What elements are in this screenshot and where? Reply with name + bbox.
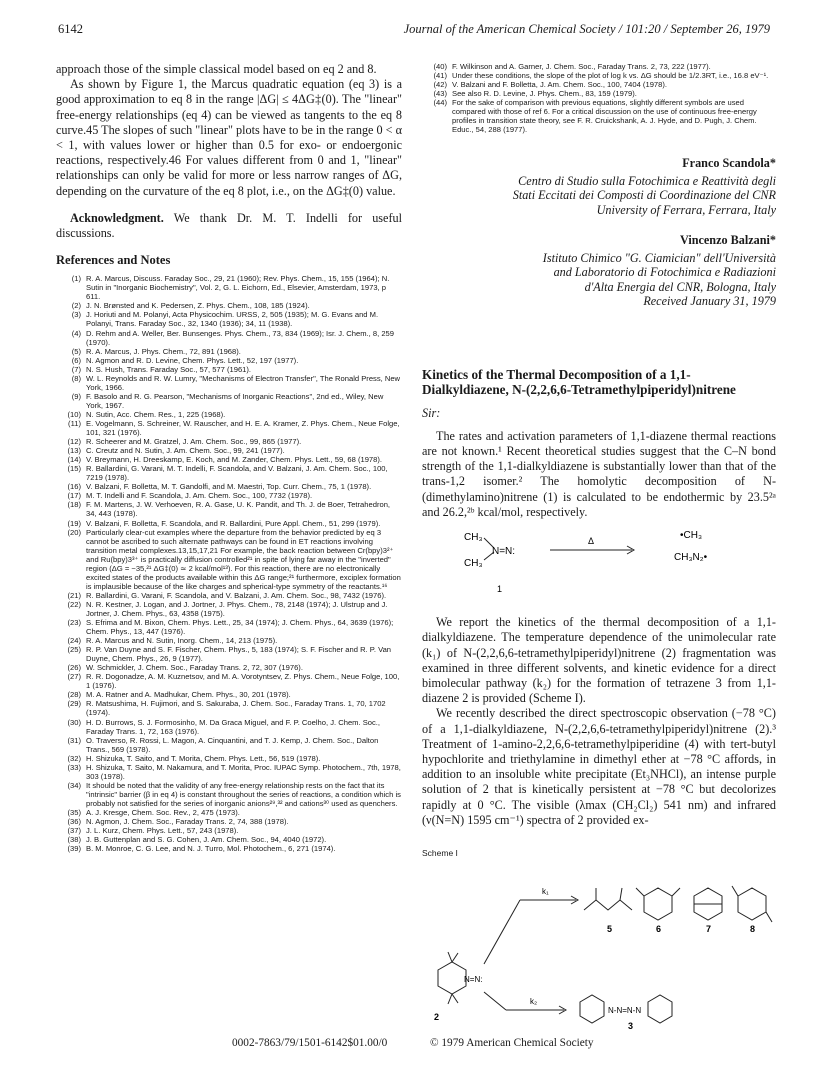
reference-text: M. A. Ratner and A. Madhukar, Chem. Phys., 30, 201 (1978). <box>86 690 291 700</box>
reference-number: (10) <box>67 409 81 419</box>
methyl-bond <box>732 886 738 896</box>
reference-text: R. A. Marcus and N. Sutin, Inorg. Chem., 14, 213 (1975). <box>86 636 278 646</box>
reference-number: (11) <box>68 418 81 428</box>
reference-number: (35) <box>67 808 81 817</box>
reference-item <box>56 374 402 392</box>
reference-text: S. Efrima and M. Bixon, Chem. Phys. Lett., 25, 34 (1974); J. Chem. Phys., 64, 3639 (1976); Chem. Phys., 13, 447 (1976). <box>86 618 394 637</box>
reaction-arrow <box>484 992 506 1010</box>
author-affiliation: d'Alta Energia del CNR, Bologna, Italy <box>584 279 776 294</box>
reference-item <box>56 591 402 600</box>
rate-constant-label: k₁ <box>542 886 549 896</box>
reference-item <box>56 835 402 844</box>
reference-list <box>56 274 402 853</box>
reference-number: (44) <box>433 98 447 108</box>
reference-number: (41) <box>433 71 447 81</box>
reference-number: (43) <box>433 89 447 99</box>
paragraph: approach those of the simple classical model based on eq 2 and 8. <box>56 62 377 76</box>
reference-number: (20) <box>67 527 81 537</box>
reference-text: V. Breymann, H. Dreeskamp, E. Koch, and M. Zander, Chem. Phys. Lett., 59, 68 (1978). <box>86 455 383 465</box>
reference-text: J. N. Brønsted and K. Pedersen, Z. Phys. Chem., 108, 185 (1924). <box>86 301 310 311</box>
reference-text: O. Traverso, R. Rossi, L. Magon, A. Cinquantini, and T. J. Kemp, J. Chem. Soc., Dalton Trans., 569 (1978). <box>86 735 379 754</box>
methyl-bond <box>448 994 452 1004</box>
piperidine-ring <box>438 962 466 994</box>
reference-item <box>56 718 402 736</box>
compound-number: 6 <box>656 923 662 934</box>
author-signature-2 <box>422 233 776 309</box>
author-affiliation: and Laboratorio di Fotochimica e Radiazioni <box>553 265 776 280</box>
reference-item <box>56 645 402 663</box>
reference-item <box>56 781 402 808</box>
reference-item <box>56 618 402 636</box>
piperidine-ring <box>648 995 672 1023</box>
acknowledgment-label: Acknowledgment. <box>70 210 164 225</box>
reference-item <box>56 754 402 763</box>
reference-number: (1) <box>71 274 81 284</box>
author-affiliation: Centro di Studio sulla Fotochimica e Reattività degli <box>518 173 776 188</box>
reference-item <box>56 274 402 301</box>
reference-item <box>56 310 402 328</box>
reference-item <box>56 528 402 591</box>
reference-item <box>56 690 402 699</box>
reference-item <box>56 446 402 455</box>
reference-text: It should be noted that the validity of any free-energy relationship rests on the fact that its "intrinsic" barrier (β in eq 4) is constant throughout the series of reactions, a condition which is probably not satisfied for the series of inorganic anions²⁹,³² and cations³⁰ used as quenchers. <box>86 780 401 808</box>
methyl-bond <box>452 953 458 962</box>
reference-item <box>56 636 402 645</box>
reference-text: R. P. Van Duyne and S. F. Fischer, Chem. Phys., 5, 183 (1974); S. F. Fischer and R. P. Van Duyne, Chem. Phys., 26, 9 (1977). <box>86 645 392 664</box>
reference-text: V. Balzani, F. Bolletta, M. T. Gandolfi, and M. Maestri, Top. Curr. Chem., 75, 1 (1978). <box>86 482 372 492</box>
reference-text: See also R. D. Levine, J. Phys. Chem., 83, 159 (1979). <box>452 89 637 99</box>
methyl-bond <box>672 888 680 896</box>
reference-number: (36) <box>67 817 81 827</box>
author-affiliation: Istituto Chimico "G. Ciamician" dell'Università <box>542 250 776 265</box>
reference-item <box>56 365 402 374</box>
reference-text: V. Balzani and F. Bolletta, J. Am. Chem. Soc., 100, 7404 (1978). <box>452 80 667 90</box>
reference-number: (15) <box>67 464 81 474</box>
left-column <box>56 62 402 853</box>
reference-number: (24) <box>67 636 81 646</box>
compound-number: 8 <box>750 923 756 934</box>
reference-number: (37) <box>67 826 81 836</box>
cyclohexane-ring <box>644 888 672 920</box>
reference-item <box>56 419 402 437</box>
reference-number: (21) <box>67 590 81 600</box>
reference-number: (25) <box>67 645 81 655</box>
heat-symbol: Δ <box>588 536 595 547</box>
reference-number: (16) <box>67 482 81 492</box>
reference-text: F. Wilkinson and A. Garner, J. Chem. Soc., Faraday Trans. 2, 73, 222 (1977). <box>452 62 711 71</box>
methyl-bond <box>766 912 772 922</box>
reference-text: N. Sutin, Acc. Chem. Res., 1, 225 (1968). <box>86 409 226 419</box>
reference-item <box>56 672 402 690</box>
reference-text: F. Basolo and R. G. Pearson, "Mechanisms of Inorganic Reactions", 2nd ed., Wiley, New York, 1967. <box>86 391 384 410</box>
reference-text: J. B. Guttenplan and S. G. Cohen, J. Am. Chem. Soc., 94, 4040 (1972). <box>86 835 327 845</box>
reference-item <box>56 736 402 754</box>
reference-text: Under these conditions, the slope of the plot of log k vs. ΔG should be 1/2.3RT, i.e., 16.8 eV⁻¹. <box>452 71 769 81</box>
reference-number: (29) <box>67 699 81 709</box>
product-label: CH₃N₂• <box>674 552 708 564</box>
reference-item <box>56 500 402 518</box>
equation-1-diagram <box>422 520 776 604</box>
author-affiliation: Stati Eccitati dei Composti di Coordinazione del CNR <box>512 188 776 203</box>
reference-item <box>422 71 776 80</box>
reference-number: (23) <box>67 618 81 628</box>
reference-number: (18) <box>67 500 81 510</box>
reference-text: C. Creutz and N. Sutin, J. Am. Chem. Soc., 99, 241 (1977). <box>86 446 285 456</box>
reference-item <box>56 437 402 446</box>
reference-number: (13) <box>67 446 81 456</box>
reference-item <box>56 663 402 672</box>
reference-item <box>422 89 776 98</box>
reference-text: N. S. Hush, Trans. Faraday Soc., 57, 577 (1961). <box>86 364 252 374</box>
reference-item <box>56 519 402 528</box>
reference-text: R. A. Marcus, J. Phys. Chem., 72, 891 (1968). <box>86 346 241 356</box>
methyl-bond <box>448 952 452 962</box>
author-affiliation: University of Ferrara, Ferrara, Italy <box>596 202 776 217</box>
reference-item <box>56 817 402 826</box>
article-title: Kinetics of the Thermal Decomposition of a 1,1-Dialkyldiazene, N-(2,2,6,6-Tetramethylpiperidyl)nitrene <box>422 366 736 398</box>
paragraph: As shown by Figure 1, the Marcus quadratic equation (eq 3) is a good approximation to eq 8 in the range |ΔG| ≤ 4ΔG‡(0). The "linear" free-energy relationships (eq 4) can be viewed as tangents to the eq 8 curve.45 The slopes of such "linear" plots have to be in the range 0 < α < 1, with values lower or higher than 0.5 for exo- or endoergonic reactions, respectively.46 For values different from 0 and 1, "linear" relationships can only be valid for more or less narrow ranges of ΔG, depending on the curvature of the eq 8 plot, i.e., on the ΔG‡(0) value. <box>56 77 402 198</box>
reference-number: (3) <box>71 310 81 320</box>
reference-text: R. Scheerer and M. Gratzel, J. Am. Chem. Soc., 99, 865 (1977). <box>86 437 302 447</box>
reference-text: M. T. Indelli and F. Scandola, J. Am. Chem. Soc., 100, 7732 (1978). <box>86 491 313 501</box>
reference-text: E. Vogelmann, S. Schreiner, W. Rauscher, and H. E. A. Kramer, Z. Phys. Chem., Neue Folge, 101, 321 (1976). <box>86 418 400 438</box>
reference-item <box>56 356 402 365</box>
reference-text: H. Shizuka, T. Saito, M. Nakamura, and T. Morita, Proc. IUPAC Symp. Photochem., 7th, 1978, 303 (1978). <box>86 762 401 781</box>
reference-text: A. J. Kresge, Chem. Soc. Rev., 2, 475 (1973). <box>86 808 240 817</box>
methyl-bond <box>636 888 644 896</box>
reference-text: J. Horiuti and M. Polanyi, Acta Physicochim. URSS, 2, 505 (1935); M. G. Evans and M. Polanyi, Trans. Faraday Soc., 32, 1340 (1936); 34, 11 (1938). <box>86 310 379 329</box>
reference-text: N. R. Kestner, J. Logan, and J. Jortner, J. Phys. Chem., 78, 2148 (1974); J. Ulstrup and J. Jortner, J. Chem. Phys., 63, 4358 (1975). <box>86 599 388 618</box>
salutation: Sir: <box>422 405 441 420</box>
acknowledgment-text: We thank Dr. M. T. Indelli for useful discussions. <box>56 210 402 241</box>
reference-number: (28) <box>67 690 81 700</box>
reference-number: (6) <box>71 355 81 365</box>
reference-text: F. M. Martens, J. W. Verhoeven, R. A. Gase, U. K. Pandit, and Th. J. de Boer, Tetrahedron, 34, 443 (1978). <box>86 500 391 519</box>
right-body-text <box>422 429 776 520</box>
reference-text: R. R. Dogonadze, A. M. Kuznetsov, and M. A. Vorotyntsev, Z. Phys. Chem., Neue Folge, 100, 1 (1976). <box>86 672 400 691</box>
reference-text: J. L. Kurz, Chem. Phys. Lett., 57, 243 (1978). <box>86 826 239 836</box>
piperidine-ring <box>580 995 604 1023</box>
reference-number: (38) <box>67 835 81 845</box>
scheme-1-diagram <box>422 860 776 1030</box>
compound-number: 5 <box>607 923 613 934</box>
author-signature-1 <box>422 156 776 217</box>
reference-text: H. Shizuka, T. Saito, and T. Morita, Chem. Phys. Lett., 56, 519 (1978). <box>86 753 321 763</box>
reference-text: N. Agmon, J. Chem. Soc., Faraday Trans. 2, 74, 388 (1978). <box>86 817 289 827</box>
reference-item <box>56 844 402 853</box>
reference-item <box>56 763 402 781</box>
paragraph: We recently described the direct spectroscopic observation (−78 °C) of a 1,1-dialkyldiazene, N-(2,2,6,6-tetramethylpiperidyl)nitrene (2).³ Treatment of 1-amino-2,2,6,6-tetramethylpiperidine (4) with tert-butyl hypochlorite and triethylamine in dimethyl ether at −78 °C affords, in addition to an insoluble white precipitate (Et₃NHCl), an intense purple solution of 2 that is kinetically persistent at −78 °C but decolorizes rapidly at 0 °C. The visible (λmax (CH₂Cl₂) 541 nm) and infrared (ν(N=N) 1595 cm⁻¹) spectra of 2 provided ex- <box>422 706 776 827</box>
reference-number: (8) <box>71 373 81 383</box>
reference-number: (19) <box>67 518 81 528</box>
acknowledgment <box>56 211 402 241</box>
reference-text: N. Agmon and R. D. Levine, Chem. Phys. Lett., 52, 197 (1977). <box>86 355 299 365</box>
diazene-label: N=N: <box>464 974 483 984</box>
cyclohexane-ring <box>738 888 766 920</box>
reference-number: (39) <box>67 844 81 854</box>
reference-item <box>56 491 402 500</box>
reference-number: (17) <box>67 491 81 501</box>
reaction-arrow <box>484 900 520 964</box>
reference-text: R. A. Marcus, Discuss. Faraday Soc., 29, 21 (1960); Rev. Phys. Chem., 15, 155 (1964); N. Sutin in "Inorganic Biochemistry", Vol. 2, G. L. Eichorn, Ed., Elsevier, Amsterdam, 1973, p 611. <box>86 274 390 302</box>
paragraph: The rates and activation parameters of 1,1-diazene thermal reactions are not known.¹ Recent theoretical studies suggest that the C–N bond strength of the 1,1-dialkyldiazene is substantially lower than that of the trans-1,2 isomer.² The homolytic decomposition of N-(dimethylamino)nitrene (1) is calculated to be endothermic by 23.5²ᵃ and 26.2,²ᵇ kcal/mol, respectively. <box>422 428 776 519</box>
reference-number: (33) <box>67 762 81 772</box>
reference-number: (42) <box>433 80 447 90</box>
reference-text: Particularly clear-cut examples where the departure from the behavior predicted by eq 3 cannot be ascribed to such alternate pathways can be found in ET reactions involving transition metal complexes.13,15,17,21 For example, the back reaction between Cr(bpy)3²⁺ and Ru(bpy)3³⁺ is practically diffusion controlled²¹ in spite of lying far away in the "inverted" region (ΔG = −35,²¹ ΔG‡(0) ≃ 2 kcal/mol¹³). For this reaction, there are no electronically excited states of the products available within this ΔG range;²¹ furthermore, exciplex formation is implausible because of the like charges and spherical-type symmetry of the reactants.¹⁶ <box>86 527 401 591</box>
author-name: Franco Scandola* <box>682 156 776 171</box>
methyl-label: CH₃ <box>464 532 483 544</box>
page-number: 6142 <box>58 22 83 36</box>
reference-number: (14) <box>67 455 81 465</box>
methyl-bond <box>620 888 622 900</box>
compound-number: 3 <box>628 1020 634 1030</box>
reference-item <box>56 329 402 347</box>
reference-item <box>56 699 402 717</box>
reference-text: V. Balzani, F. Bolletta, F. Scandola, and R. Ballardini, Pure Appl. Chem., 51, 299 (1979). <box>86 518 381 528</box>
reference-item <box>56 392 402 410</box>
footer-code: 0002-7863/79/1501-6142$01.00/0 <box>232 1037 388 1049</box>
reference-number: (4) <box>71 328 81 338</box>
reference-list-continued <box>422 62 776 134</box>
methyl-bond <box>452 994 458 1003</box>
reference-number: (32) <box>67 753 81 763</box>
scheme-label: Scheme I <box>422 847 458 858</box>
reference-number: (12) <box>67 437 81 447</box>
compound-number: 7 <box>706 923 712 934</box>
reference-text: D. Rehm and A. Weller, Ber. Bunsenges. Phys. Chem., 73, 834 (1969); Isr. J. Chem., 8, 259 (1970). <box>86 328 394 347</box>
reference-number: (34) <box>67 780 81 790</box>
reference-item <box>56 464 402 482</box>
reference-item <box>56 455 402 464</box>
reference-text: R. Matsushima, H. Fujimori, and S. Sakuraba, J. Chem. Soc., Faraday Trans. 1, 70, 1702 (1974). <box>86 699 386 718</box>
author-name: Vincenzo Balzani* <box>679 233 776 248</box>
reference-number: (7) <box>71 364 81 374</box>
reference-item <box>422 80 776 89</box>
reference-item <box>422 98 776 134</box>
reference-text: R. Ballardini, G. Varani, F. Scandola, and V. Balzani, J. Am. Chem. Soc., 98, 7432 (1976). <box>86 590 387 600</box>
right-body-text-2 <box>422 615 776 828</box>
reference-item <box>56 482 402 491</box>
reference-text: H. D. Burrows, S. J. Formosinho, M. Da Graca Miguel, and F. P. Coelho, J. Chem. Soc., Faraday Trans. 1, 72, 163 (1976). <box>86 717 381 736</box>
reference-number: (27) <box>67 672 81 682</box>
reference-number: (5) <box>71 346 81 356</box>
reference-item <box>56 410 402 419</box>
reference-item <box>56 600 402 618</box>
right-column <box>422 62 776 1035</box>
reference-number: (2) <box>71 301 81 311</box>
running-title: Journal of the American Chemical Society / 101:20 / September 26, 1979 <box>403 22 770 36</box>
reference-text: For the sake of comparison with previous equations, slightly different symbols are used compared with those of ref 6. For a critical discussion on the use of continuous free-energy profiles in transition state theory, see F. R. Cruickshank, A. J. Hyde, and D. Pugh, J. Chem. Educ., 54, 288 (1977). <box>452 98 757 135</box>
alkene-skeleton <box>584 900 632 910</box>
reference-text: R. Ballardini, G. Varani, M. T. Indelli, F. Scandola, and V. Balzani, J. Am. Chem. Soc., 100, 7219 (1978). <box>86 464 388 483</box>
compound-number: 2 <box>434 1011 440 1022</box>
rate-constant-label: k₂ <box>530 996 538 1006</box>
reference-number: (22) <box>67 599 81 609</box>
product-label: •CH₃ <box>680 530 703 542</box>
methyl-label: CH₃ <box>464 558 483 570</box>
compound-number: 1 <box>497 584 503 595</box>
reference-item <box>56 301 402 310</box>
reference-number: (40) <box>433 62 447 71</box>
paragraph: We report the kinetics of the thermal decomposition of a 1,1-dialkyldiazene. The temperature dependence of the unimolecular rate (k₁) of N-(2,2,6,6-tetramethylpiperidyl)nitrene (2) fragmentation was examined in three different solvents, and kinetic evidence for a direct bimolecular pathway (k₂) for the formation of tetrazene 3 from 1,1-diazene 2 is provided (Scheme I). <box>422 615 776 706</box>
diazene-label: N=N: <box>492 546 516 558</box>
reference-item <box>56 808 402 817</box>
left-body-text <box>56 62 402 241</box>
reference-number: (26) <box>67 663 81 673</box>
reference-number: (31) <box>67 735 81 745</box>
reference-text: B. M. Monroe, C. G. Lee, and N. J. Turro, Mol. Photochem., 6, 271 (1974). <box>86 844 336 854</box>
reference-text: W. Schmickler, J. Chem. Soc., Faraday Trans. 2, 72, 307 (1976). <box>86 663 303 673</box>
footer-copyright: © 1979 American Chemical Society <box>430 1037 594 1049</box>
reference-item <box>56 826 402 835</box>
reference-number: (9) <box>71 391 81 401</box>
received-date: Received January 31, 1979 <box>643 294 776 309</box>
references-heading: References and Notes <box>56 253 171 268</box>
reference-number: (30) <box>67 717 81 727</box>
reference-item <box>56 347 402 356</box>
reference-text: W. L. Reynolds and R. W. Lumry, "Mechanisms of Electron Transfer", The Ronald Press, New York, 1966. <box>86 373 401 392</box>
tetrazene-label: N-N=N-N <box>608 1005 642 1015</box>
reference-item <box>422 62 776 71</box>
